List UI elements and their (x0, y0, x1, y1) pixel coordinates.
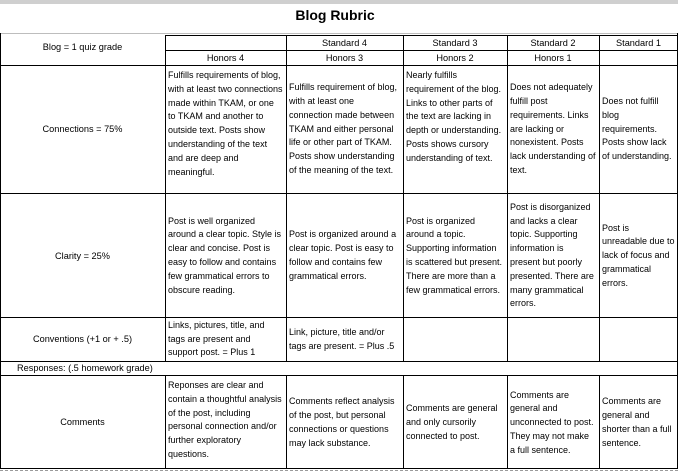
level-header-honors-2[interactable]: Honors 2 (436, 52, 474, 63)
grade-note-cell[interactable]: Blog = 1 quiz grade (42, 41, 123, 52)
grid-line (165, 35, 678, 36)
grid-line (403, 375, 404, 468)
level-header-honors-1[interactable]: Honors 1 (534, 52, 572, 63)
clarity-cell-honors-3[interactable]: Post is organized around a clear topic. Post is easy to follow and contains few grammatical errors. (289, 229, 397, 281)
responses-header[interactable]: Responses: (.5 homework grade) (17, 362, 153, 373)
grid-line (403, 35, 404, 361)
comments-cell-honors-4[interactable]: Reponses are clear and contain a thoughtful analysis of the post, including personal connection and/or further exploratory questions. (168, 380, 282, 459)
grid-line (0, 361, 678, 362)
grid-line (0, 317, 678, 318)
row-label-conventions[interactable]: Conventions (+1 or + .5) (32, 334, 133, 345)
clarity-cell-honors-2[interactable]: Post is organized around a topic. Supporting information is scattered but present. There are more than a few grammatical errors. (406, 215, 503, 295)
grid-line (599, 375, 600, 468)
row-label-connections[interactable]: Connections = 75% (42, 124, 123, 135)
connections-cell-honors-3[interactable]: Fulfills requirement of blog, with at least one connection made between TKAM and either personal life or other part of TKAM. Posts show understanding of the meaning of the text. (289, 82, 398, 175)
grid-line (165, 375, 166, 468)
clarity-cell-honors-4[interactable]: Post is well organized around a clear topic. Style is clear and concise. Post is easy to follow and contains few grammatical errors to obscure reading. (168, 215, 282, 295)
grid-line (0, 375, 678, 376)
grid-line (286, 375, 287, 468)
grid-line (165, 35, 166, 361)
connections-cell-honors-2[interactable]: Nearly fulfills requirement of the blog. Links to other parts of the text are lacking in depth or understanding. Posts shows cursory understanding of text. (406, 70, 502, 163)
grid-line (599, 35, 600, 361)
conventions-cell-honors-4[interactable]: Links, pictures, title, and tags are present and support post. = Plus 1 (168, 319, 265, 358)
level-header-honors-3[interactable]: Honors 3 (325, 52, 364, 63)
grid-line (0, 33, 678, 34)
level-header-honors-4[interactable]: Honors 4 (206, 52, 245, 63)
grid-line (0, 193, 678, 194)
row-label-clarity[interactable]: Clarity = 25% (55, 250, 110, 261)
comments-cell-honors-3[interactable]: Comments reflect analysis of the post, but personal connections or questions may lack substance. (289, 396, 395, 448)
grid-line (507, 35, 508, 361)
level-header-standard-4[interactable]: Standard 4 (322, 37, 367, 48)
page-break-line (0, 470, 678, 471)
row-label-comments[interactable]: Comments (60, 416, 105, 427)
page-title: Blog Rubric (295, 6, 375, 23)
grid-line (0, 33, 1, 468)
comments-cell-honors-2[interactable]: Comments are general and only cursorily connected to post. (406, 403, 498, 441)
clarity-cell-standard-1[interactable]: Post is unreadable due to lack of focus and grammatical errors. (602, 222, 675, 288)
clarity-cell-honors-1[interactable]: Post is disorganized and lacks a clear topic. Supporting information is present but poorly presented. There are many grammatical errors. (510, 201, 594, 309)
connections-cell-honors-1[interactable]: Does not adequately fulfill post requirements. Links are lacking or nonexistent. Posts lack understanding of text. (510, 82, 596, 175)
level-header-standard-2[interactable]: Standard 2 (530, 37, 576, 48)
comments-cell-honors-1[interactable]: Comments are general and unconnected to post. They may not make a full sentence. (510, 389, 594, 455)
grid-line (0, 468, 678, 469)
connections-cell-standard-1[interactable]: Does not fulfill blog requirements. Posts show lack of understanding. (602, 96, 672, 162)
level-header-standard-3[interactable]: Standard 3 (432, 37, 478, 48)
connections-cell-honors-4[interactable]: Fulfills requirements of blog, with at least two connections made within TKAM, or one to TKAM and another to outside text. Posts show understanding of the text and are deep and meaningful. (168, 70, 283, 177)
conventions-cell-honors-3[interactable]: Link, picture, title and/or tags are present. = Plus .5 (289, 326, 395, 351)
grid-line (0, 65, 678, 66)
grid-line (507, 375, 508, 468)
comments-cell-standard-1[interactable]: Comments are general and shorter than a full sentence. (602, 396, 672, 448)
grid-line (286, 35, 287, 361)
level-header-standard-1[interactable]: Standard 1 (616, 37, 661, 48)
grid-line (165, 50, 678, 51)
